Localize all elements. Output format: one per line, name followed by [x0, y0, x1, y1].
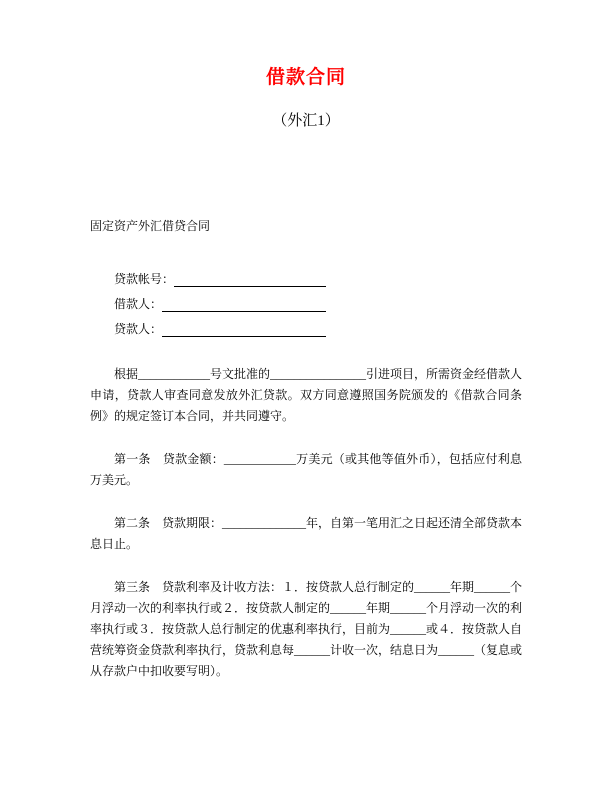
field-label-lender: 贷款人：: [114, 322, 163, 336]
blank-underline: [162, 311, 326, 337]
field-row-lender: [114, 315, 326, 340]
paragraph-article-3-interest-rate: 第三条 贷款利率及计收方法：１．按贷款人总行制定的______年期______个月浮动一次的利率执行或２．按贷款人制定的______年期______个月浮动一次的利率执行或３．按贷款人总行制定的优惠利率执行，目前为______或４．按贷款人自营统筹资金贷款利率执行，贷款利息每______计收一次，结息日为______（复息或从存款户中扣收要写明）。: [90, 580, 523, 678]
paragraph-basis: 根据____________号文批准的________________引进项目，所需资金经借款人申请，贷款人审查同意发放外汇贷款。双方同意遵照国务院颁发的《借款合同条例》的规定签订本合同，并共同遵守。: [90, 367, 523, 423]
paragraph-article-1-loan-amount: 第一条 贷款金额：____________万美元（或其他等值外币），包括应付利息万美元。: [90, 452, 522, 487]
field-list: [90, 265, 522, 340]
doc-body: [90, 216, 522, 682]
blank-underline: [162, 286, 326, 312]
doc-subtitle: （外汇1）: [272, 113, 340, 129]
doc-title: 借款合同: [265, 67, 346, 88]
doc-heading: 固定资产外汇借贷合同: [90, 219, 211, 233]
blank-underline: [174, 261, 326, 287]
field-label-loan-account: 贷款帐号：: [114, 272, 175, 286]
paragraph-article-2-loan-term: 第二条 贷款期限：______________年，自第一笔用汇之日起还清全部贷款本息日止。: [90, 516, 523, 551]
field-label-borrower: 借款人：: [114, 297, 163, 311]
